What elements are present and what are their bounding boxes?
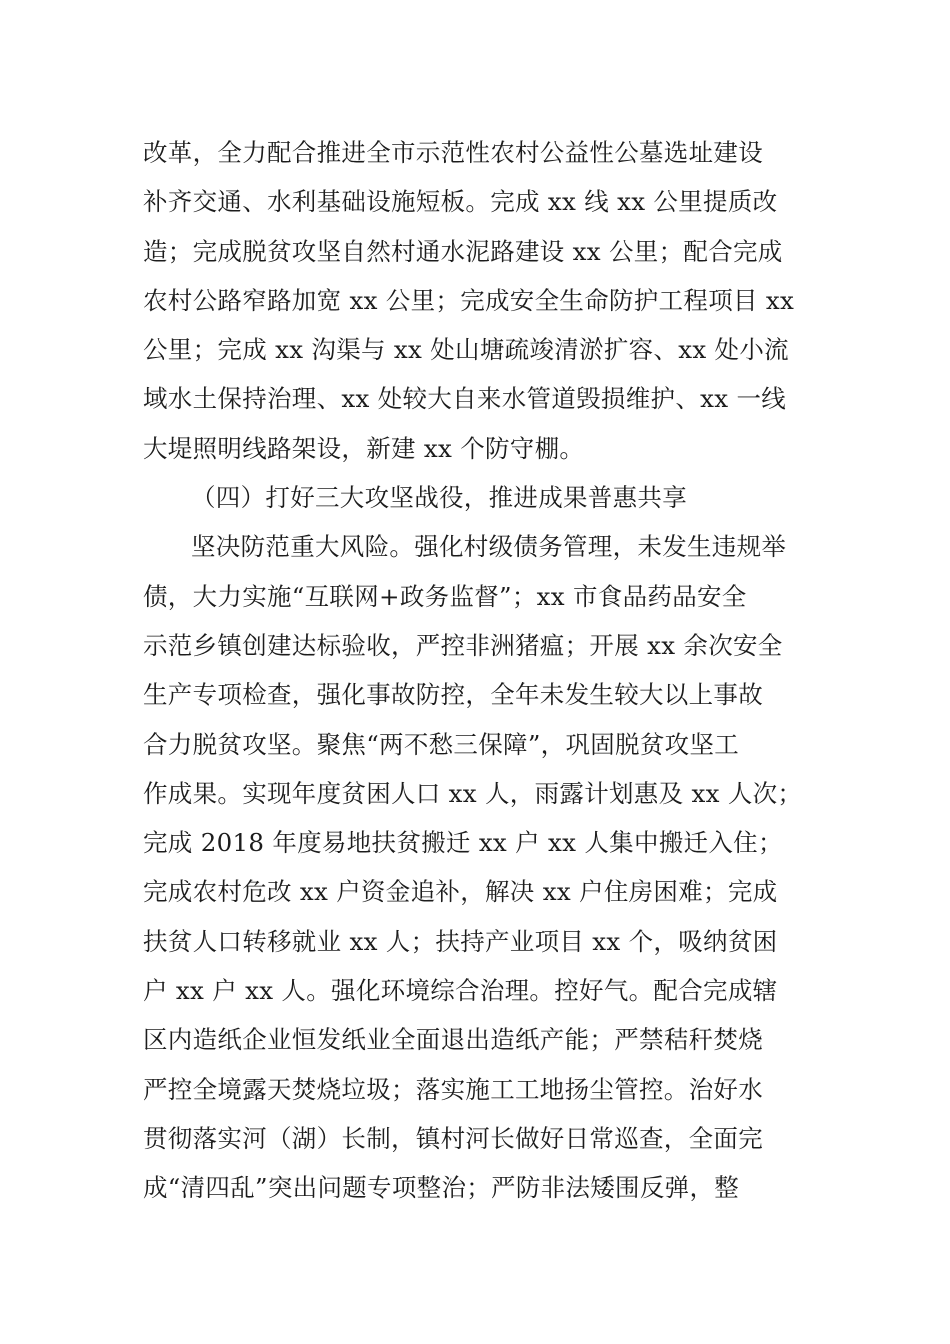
paragraph-line: 扶贫人口转移就业 xx 人；扶持产业项目 xx 个，吸纳贫困 [143,926,778,956]
paragraph-line: 完成农村危改 xx 户资金追补，解决 xx 户住房困难；完成 [143,877,778,907]
paragraph-line: 农村公路窄路加宽 xx 公里；完成安全生命防护工程项目 xx [143,285,795,315]
paragraph-line: 户 xx 户 xx 人。强化环境综合治理。控好气。配合完成辖 [143,976,778,1006]
paragraph-line: 完成 2018 年度易地扶贫搬迁 xx 户 xx 人集中搬迁入住； [143,828,783,858]
paragraph-line-indented: （四）打好三大攻坚战役，推进成果普惠共享 [191,483,687,513]
paragraph-line: 造；完成脱贫攻坚自然村通水泥路建设 xx 公里；配合完成 [143,236,783,266]
paragraph-line: 公里；完成 xx 沟渠与 xx 处山塘疏竣清淤扩容、xx 处小流 [143,335,789,365]
document-body [143,128,823,1213]
paragraph-line: 大堤照明线路架设，新建 xx 个防守棚。 [143,433,585,463]
paragraph-line: 严控全境露天焚烧垃圾；落实施工工地扬尘管控。治好水 [143,1074,763,1104]
paragraph-line: 区内造纸企业恒发纸业全面退出造纸产能；严禁秸秆焚烧 [143,1025,763,1055]
paragraph-line: 示范乡镇创建达标验收，严控非洲猪瘟；开展 xx 余次安全 [143,630,783,660]
paragraph-line: 成“清四乱”突出问题专项整治；严防非法矮围反弹，整 [143,1173,740,1203]
paragraph-line: 生产专项检查，强化事故防控，全年未发生较大以上事故 [143,680,763,710]
paragraph-line: 补齐交通、水利基础设施短板。完成 xx 线 xx 公里提质改 [143,187,778,217]
paragraph-line: 合力脱贫攻坚。聚焦“两不愁三保障”，巩固脱贫攻坚工 [143,729,740,759]
paragraph-line: 域水土保持治理、xx 处较大自来水管道毁损维护、xx 一线 [143,384,787,414]
paragraph-line-indented: 坚决防范重大风险。强化村级债务管理，未发生违规举 [191,532,787,562]
paragraph-line: 改革，全力配合推进全市示范性农村公益性公墓选址建设 [143,138,763,167]
paragraph-line: 债，大力实施“互联网+政务监督”；xx 市食品药品安全 [143,581,747,611]
paragraph-line: 贯彻落实河（湖）长制，镇村河长做好日常巡查，全面完 [143,1123,763,1153]
paragraph-line: 作成果。实现年度贫困人口 xx 人，雨露计划惠及 xx 人次； [143,778,803,808]
